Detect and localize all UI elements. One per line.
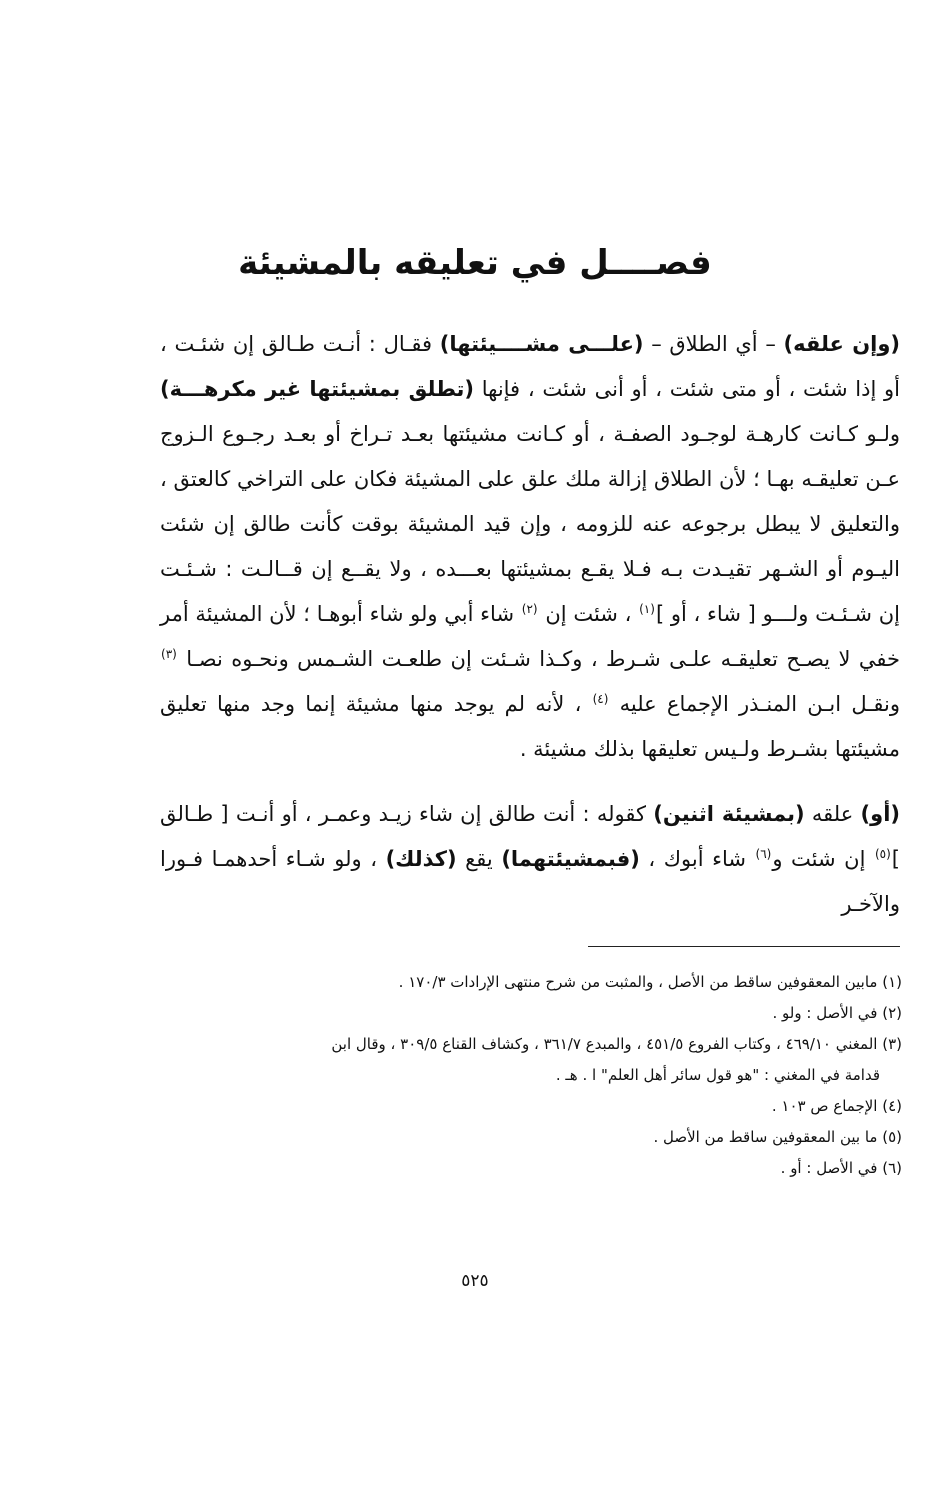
matn-text: (وإن علقه) [783, 332, 900, 356]
footnote-marker: (٦) [755, 847, 772, 861]
page-number: ٥٢٥ [461, 1271, 489, 1291]
footnote-1: (١) مابين المعقوفين ساقط من الأصل ، والمثبت من شرح منتهى الإرادات ١٧٠/٣ . [398, 973, 902, 991]
footnote-marker: (٥) [874, 847, 891, 861]
matn-text: (فبمشيئتهما) [501, 847, 640, 871]
paragraph-2 [160, 792, 900, 927]
chapter-title: فصــــل في تعليقه بالمشيئة [238, 242, 712, 283]
footnote-4: (٤) الإجماع ص ١٠٣ . [771, 1097, 902, 1115]
matn-text: (أو) [860, 802, 900, 826]
main-text [160, 322, 900, 927]
paragraph-1 [160, 322, 900, 772]
footnote-marker: (٤) [592, 692, 609, 706]
footnote-divider [588, 946, 900, 947]
sharh-text: ولـو كـانت كارهـة لوجـود الصفـة ، أو كـانت مشيئتها بعـد تـراخ أو بعـد رجـوع الـزوج عـن تعليقـه بهـا ؛ لأن الطلاق إزالة ملك علق على المشيئة فكان على التراخي كالعتق ، والتعليق لا يبطل برجوعه عنه للزومه ، وإن قيد المشيئة بوقت كأنت طالق إن شئت اليـوم أو الشـهر تقيـدت بـه فـلا يقـع بمشيئتها بعـــده ، ولا يقــع إن قــالـت : شـئـت إن شـئـت ولـــو [ شاء ، أو ] [160, 422, 900, 626]
matn-text: (تطلق بمشيئتها غير مكرهـــة) [160, 377, 475, 401]
sharh-text: إن شئت و [772, 847, 874, 871]
sharh-text: ، لأنه لم يوجد منها مشيئة إنما وجد منها تعليق مشيئتها بشـرط ولـيس تعليقها بذلك مشيئة . [160, 692, 900, 761]
sharh-text: شاء أبي ولو شاء أبوهـا ؛ لأن المشيئة أمر خفي لا يصـح تعليقـه علـى شـرط ، وكـذا شـئت إن طلعـت الشـمس ونحـوه نصـا [160, 602, 900, 671]
footnote-6: (٦) في الأصل : أو . [780, 1159, 902, 1177]
footnote-3: (٣) المغني ٤٦٩/١٠ ، وكتاب الفروع ٤٥١/٥ ، والمبدع ٣٦١/٧ ، وكشاف القناع ٣٠٩/٥ ، وقال ابن [331, 1035, 902, 1053]
sharh-text: يقع [456, 847, 502, 871]
sharh-text: – أي الطلاق – [643, 332, 784, 356]
matn-text: (علـــى مشــــيئتها) [439, 332, 644, 356]
sharh-text: علقه [804, 802, 861, 826]
footnote-marker: (١) [639, 602, 655, 616]
footnotes [150, 968, 902, 1185]
sharh-text: ، ولو شـاء أحدهمـا فـورا والآخـر [160, 847, 900, 916]
sharh-text: ونقـل ابـن المنـذر الإجماع عليه [609, 692, 900, 716]
sharh-text: شاء أبوك ، [639, 847, 755, 871]
matn-text: (بمشيئة اثنين) [653, 802, 805, 826]
footnote-3-continuation: قدامة في المغني : "هو قول سائر أهل العلم" ا . هـ . [555, 1066, 880, 1084]
footnote-marker: (٢) [521, 602, 538, 616]
sharh-text: فقـال : أنـت طـالق إن شئـت ، أو إذا شئت ، أو متى شئت ، أو أنى شئت ، فإنها [160, 332, 901, 401]
sharh-text: ، شئت إن [538, 602, 639, 626]
matn-text: (كذلك) [385, 847, 457, 871]
footnote-2: (٢) في الأصل : ولو . [772, 1004, 902, 1022]
footnote-marker: (٣) [161, 647, 177, 661]
sharh-text: كقوله : أنت طالق إن شاء زيـد وعمـر ، أو أنـت [ طـالق ] [160, 802, 900, 871]
footnote-5: (٥) ما بين المعقوفين ساقط من الأصل . [653, 1128, 902, 1146]
